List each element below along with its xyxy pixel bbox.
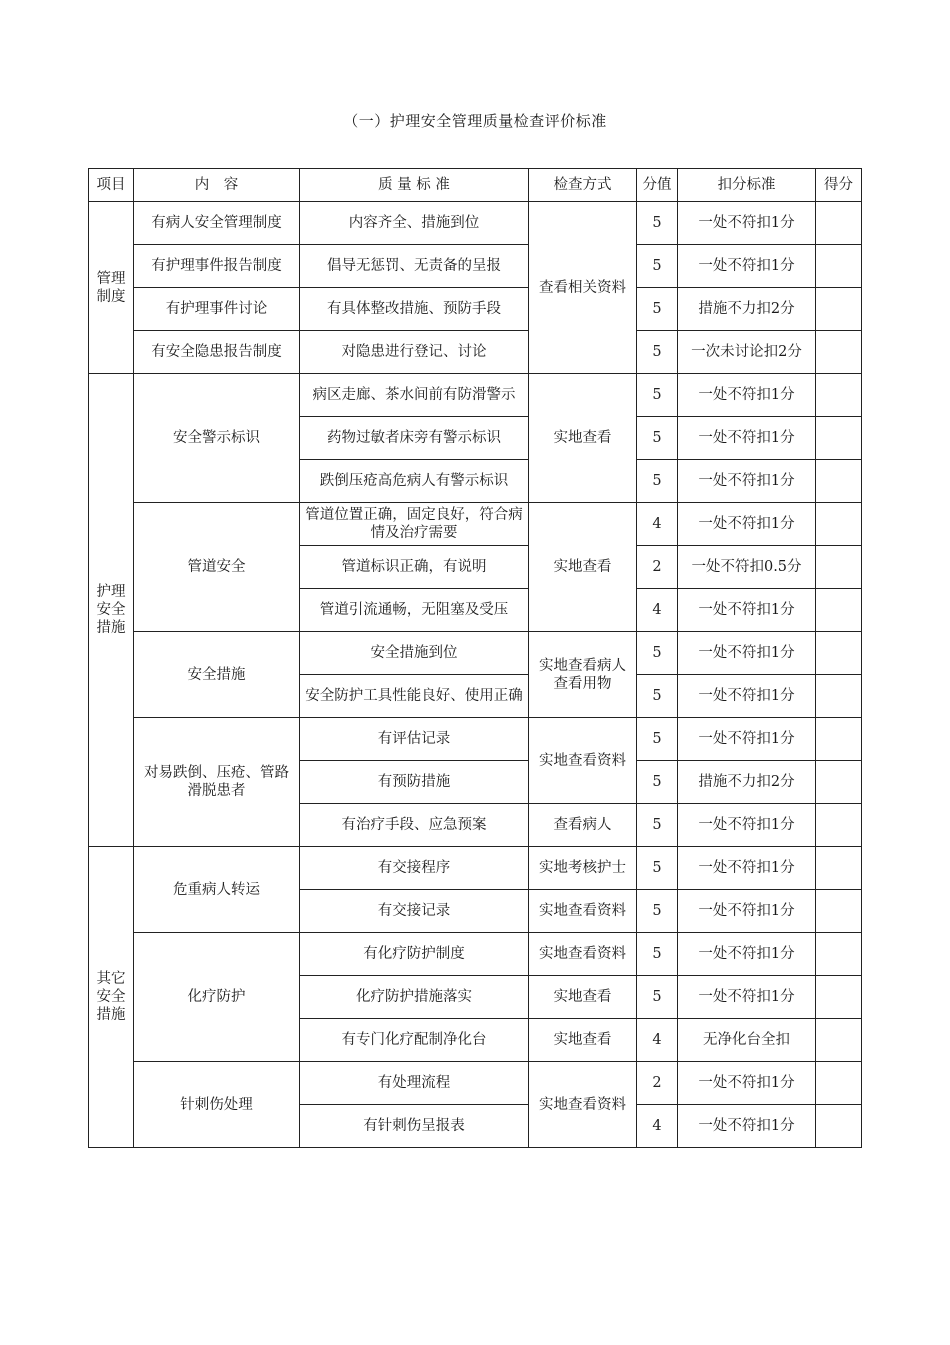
deduct-cell: 一处不符扣1分 xyxy=(678,1105,816,1148)
table-row xyxy=(89,374,862,417)
table-row xyxy=(89,331,862,374)
standard-cell: 有治疗手段、应急预案 xyxy=(300,804,529,847)
section-item: 其它 安全 措施 xyxy=(89,847,134,1148)
score-cell[interactable] xyxy=(816,202,862,245)
value-cell: 5 xyxy=(637,374,678,417)
content-cell: 化疗防护 xyxy=(134,933,300,1062)
value-cell: 5 xyxy=(637,718,678,761)
standard-cell: 有针刺伤呈报表 xyxy=(300,1105,529,1148)
deduct-cell: 一处不符扣1分 xyxy=(678,632,816,675)
content-cell: 安全措施 xyxy=(134,632,300,718)
deduct-cell: 一处不符扣0.5分 xyxy=(678,546,816,589)
table-row xyxy=(89,718,862,761)
score-cell[interactable] xyxy=(816,288,862,331)
standard-cell: 管道标识正确，有说明 xyxy=(300,546,529,589)
standard-cell: 有交接程序 xyxy=(300,847,529,890)
value-cell: 4 xyxy=(637,1019,678,1062)
deduct-cell: 一处不符扣1分 xyxy=(678,804,816,847)
value-cell: 5 xyxy=(637,933,678,976)
method-cell: 实地查看 xyxy=(529,1019,637,1062)
score-cell[interactable] xyxy=(816,374,862,417)
standard-cell: 管道引流通畅，无阻塞及受压 xyxy=(300,589,529,632)
deduct-cell: 一处不符扣1分 xyxy=(678,202,816,245)
value-cell: 5 xyxy=(637,847,678,890)
score-cell[interactable] xyxy=(816,890,862,933)
standard-cell: 对隐患进行登记、讨论 xyxy=(300,331,529,374)
score-cell[interactable] xyxy=(816,546,862,589)
deduct-cell: 一处不符扣1分 xyxy=(678,1062,816,1105)
standard-cell: 化疗防护措施落实 xyxy=(300,976,529,1019)
evaluation-table xyxy=(88,168,862,1148)
deduct-cell: 一处不符扣1分 xyxy=(678,417,816,460)
standard-cell: 有化疗防护制度 xyxy=(300,933,529,976)
score-cell[interactable] xyxy=(816,1105,862,1148)
header-content: 内 容 xyxy=(134,169,300,202)
score-cell[interactable] xyxy=(816,718,862,761)
deduct-cell: 无净化台全扣 xyxy=(678,1019,816,1062)
table-row xyxy=(89,245,862,288)
deduct-cell: 一处不符扣1分 xyxy=(678,718,816,761)
standard-cell: 安全防护工具性能良好、使用正确 xyxy=(300,675,529,718)
value-cell: 5 xyxy=(637,202,678,245)
content-cell: 有安全隐患报告制度 xyxy=(134,331,300,374)
header-deduct: 扣分标准 xyxy=(678,169,816,202)
score-cell[interactable] xyxy=(816,804,862,847)
value-cell: 5 xyxy=(637,976,678,1019)
table-row xyxy=(89,202,862,245)
deduct-cell: 一处不符扣1分 xyxy=(678,933,816,976)
deduct-cell: 一处不符扣1分 xyxy=(678,847,816,890)
standard-cell: 跌倒压疮高危病人有警示标识 xyxy=(300,460,529,503)
score-cell[interactable] xyxy=(816,245,862,288)
method-cell: 实地查看资料 xyxy=(529,718,637,804)
value-cell: 5 xyxy=(637,417,678,460)
table-row xyxy=(89,632,862,675)
deduct-cell: 一处不符扣1分 xyxy=(678,976,816,1019)
standard-cell: 有评估记录 xyxy=(300,718,529,761)
standard-cell: 管道位置正确，固定良好，符合病情及治疗需要 xyxy=(300,503,529,546)
value-cell: 4 xyxy=(637,503,678,546)
value-cell: 4 xyxy=(637,1105,678,1148)
deduct-cell: 一处不符扣1分 xyxy=(678,890,816,933)
deduct-cell: 措施不力扣2分 xyxy=(678,761,816,804)
standard-cell: 内容齐全、措施到位 xyxy=(300,202,529,245)
score-cell[interactable] xyxy=(816,933,862,976)
content-cell: 管道安全 xyxy=(134,503,300,632)
value-cell: 5 xyxy=(637,331,678,374)
deduct-cell: 一处不符扣1分 xyxy=(678,589,816,632)
header-score: 得分 xyxy=(816,169,862,202)
value-cell: 2 xyxy=(637,1062,678,1105)
score-cell[interactable] xyxy=(816,331,862,374)
section-item: 管理 制度 xyxy=(89,202,134,374)
header-item: 项目 xyxy=(89,169,134,202)
deduct-cell: 措施不力扣2分 xyxy=(678,288,816,331)
score-cell[interactable] xyxy=(816,417,862,460)
value-cell: 5 xyxy=(637,288,678,331)
deduct-cell: 一处不符扣1分 xyxy=(678,374,816,417)
standard-cell: 安全措施到位 xyxy=(300,632,529,675)
value-cell: 5 xyxy=(637,245,678,288)
content-cell: 有护理事件报告制度 xyxy=(134,245,300,288)
standard-cell: 有具体整改措施、预防手段 xyxy=(300,288,529,331)
value-cell: 5 xyxy=(637,761,678,804)
document-title: （一）护理安全管理质量检查评价标准 xyxy=(343,112,607,130)
value-cell: 2 xyxy=(637,546,678,589)
score-cell[interactable] xyxy=(816,976,862,1019)
method-cell: 实地查看资料 xyxy=(529,933,637,976)
method-cell: 实地查看资料 xyxy=(529,1062,637,1148)
method-cell: 实地查看 xyxy=(529,374,637,503)
score-cell[interactable] xyxy=(816,460,862,503)
content-cell: 有护理事件讨论 xyxy=(134,288,300,331)
header-value: 分值 xyxy=(637,169,678,202)
value-cell: 5 xyxy=(637,804,678,847)
deduct-cell: 一处不符扣1分 xyxy=(678,675,816,718)
content-cell: 对易跌倒、压疮、管路滑脱患者 xyxy=(134,718,300,847)
standard-cell: 药物过敏者床旁有警示标识 xyxy=(300,417,529,460)
score-cell[interactable] xyxy=(816,503,862,546)
score-cell[interactable] xyxy=(816,847,862,890)
value-cell: 5 xyxy=(637,632,678,675)
section-item: 护理 安全 措施 xyxy=(89,374,134,847)
method-cell: 实地查看病人查看用物 xyxy=(529,632,637,718)
content-cell: 安全警示标识 xyxy=(134,374,300,503)
table-row xyxy=(89,847,862,890)
method-cell: 实地考核护士 xyxy=(529,847,637,890)
header-row xyxy=(89,169,862,202)
standard-cell: 有处理流程 xyxy=(300,1062,529,1105)
method-cell: 实地查看 xyxy=(529,503,637,632)
table-row xyxy=(89,503,862,546)
content-cell: 有病人安全管理制度 xyxy=(134,202,300,245)
method-cell: 实地查看 xyxy=(529,976,637,1019)
value-cell: 5 xyxy=(637,890,678,933)
standard-cell: 有预防措施 xyxy=(300,761,529,804)
deduct-cell: 一次未讨论扣2分 xyxy=(678,331,816,374)
standard-cell: 有专门化疗配制净化台 xyxy=(300,1019,529,1062)
value-cell: 4 xyxy=(637,589,678,632)
method-cell: 查看相关资料 xyxy=(529,202,637,374)
value-cell: 5 xyxy=(637,675,678,718)
content-cell: 针刺伤处理 xyxy=(134,1062,300,1148)
deduct-cell: 一处不符扣1分 xyxy=(678,245,816,288)
standard-cell: 有交接记录 xyxy=(300,890,529,933)
score-cell[interactable] xyxy=(816,675,862,718)
table-row xyxy=(89,1062,862,1105)
score-cell[interactable] xyxy=(816,1062,862,1105)
standard-cell: 倡导无惩罚、无责备的呈报 xyxy=(300,245,529,288)
score-cell[interactable] xyxy=(816,1019,862,1062)
score-cell[interactable] xyxy=(816,589,862,632)
standard-cell: 病区走廊、茶水间前有防滑警示 xyxy=(300,374,529,417)
header-standard: 质 量 标 准 xyxy=(300,169,529,202)
content-cell: 危重病人转运 xyxy=(134,847,300,933)
header-method: 检查方式 xyxy=(529,169,637,202)
method-cell: 实地查看资料 xyxy=(529,890,637,933)
score-cell[interactable] xyxy=(816,632,862,675)
method-cell: 查看病人 xyxy=(529,804,637,847)
table-row xyxy=(89,288,862,331)
score-cell[interactable] xyxy=(816,761,862,804)
deduct-cell: 一处不符扣1分 xyxy=(678,460,816,503)
table-row xyxy=(89,933,862,976)
value-cell: 5 xyxy=(637,460,678,503)
deduct-cell: 一处不符扣1分 xyxy=(678,503,816,546)
